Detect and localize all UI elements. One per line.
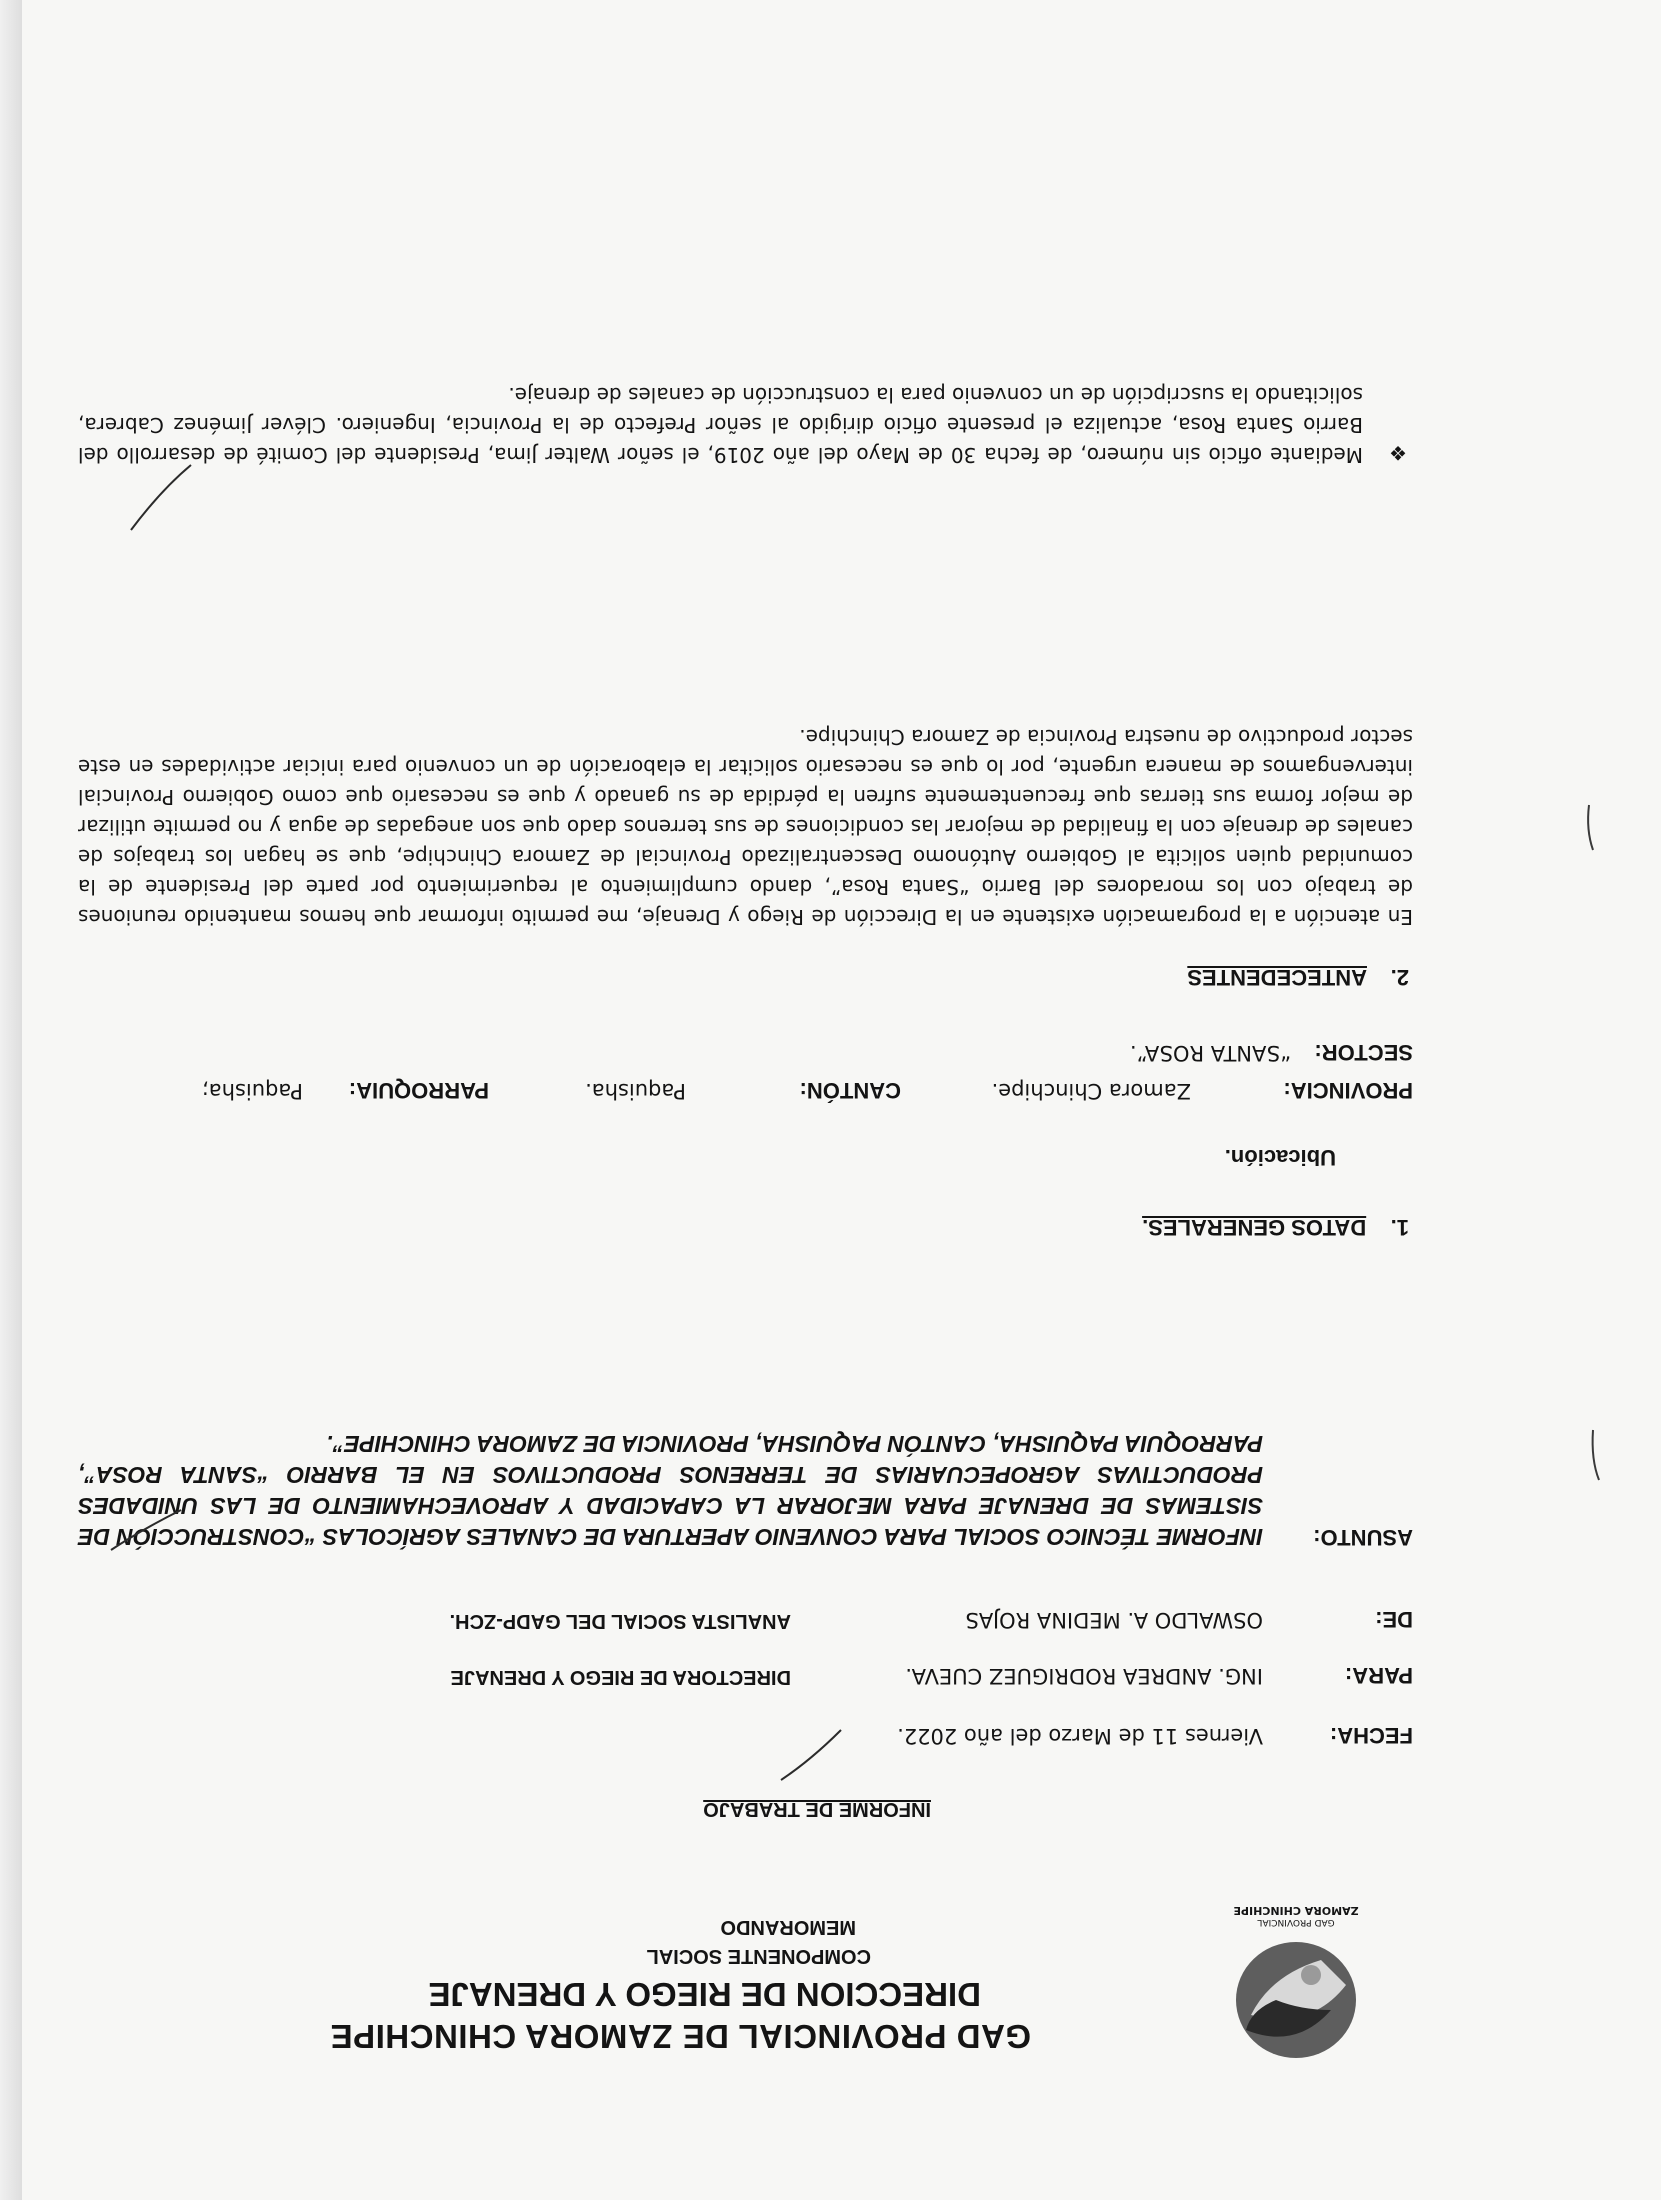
oficio-paragraph: Mediante oficio sin número, de fecha 30 de Mayo del año 2019, el señor Walter Jima, Presidente del Comité de desarrollo del Barrio Santa Rosa, actualiza el presente oficio dirigido al señor Prefecto de la Provincia, Ingeniero. Cléver Jiménez Cabrera, solicitando la suscripción de un convenio para la construcción de canales de drenaje. — [78, 383, 1363, 467]
department-name: DIRECCION DE RIEGO Y DRENAJE — [428, 1976, 981, 2013]
para-label: PARA: — [1344, 1663, 1413, 1688]
provincia-value: Zamora Chinchipe. — [991, 1079, 1191, 1103]
section-2-heading: ANTECEDENTES — [1187, 965, 1367, 990]
sector-label: SECTOR: — [1314, 1040, 1413, 1065]
diamond-bullet-icon: ❖ — [1389, 441, 1407, 465]
fecha-label: FECHA: — [1329, 1723, 1413, 1748]
parroquia-value: Paquisha; — [201, 1079, 303, 1103]
org-name: GAD PROVINCIAL DE ZAMORA CHINCHIPE — [330, 2018, 1031, 2055]
de-name: OSWALDO A. MEDINA ROJAS — [965, 1608, 1263, 1632]
section-1-heading: DATOS GENERALES. — [1142, 1215, 1367, 1240]
de-label: DE: — [1375, 1607, 1413, 1632]
section-1-number: 1. — [1390, 1215, 1409, 1240]
asunto-text: INFORME TÉCNICO SOCIAL PARA CONVENIO APERTURA DE CANALES AGRÍCOLAS “CONSTRUCCIÓN DE SISTEMAS DE DRENAJE PARA MEJORAR LA CAPACIDAD Y APROVECHAMIENTO DE LAS UNIDADES PRODUCTIVAS AGROPECUARIAS DE TERRENOS PRODUCTIVOS EN EL BARRIO “SANTA ROSA”, PARROQUIA PAQUISHA, CANTÓN PAQUISHA, PROVINCIA DE ZAMORA CHINCHIPE”. — [78, 1431, 1263, 1550]
para-role: DIRECTORA DE RIEGO Y DRENAJE — [450, 1666, 791, 1688]
de-role: ANALISTA SOCIAL DEL GADP-ZCH. — [449, 1610, 791, 1632]
report-title: INFORME DE TRABAJO — [703, 1798, 931, 1820]
canton-value: Paquisha. — [585, 1079, 686, 1103]
sector-value: “SANTA ROSA”. — [1129, 1041, 1291, 1065]
antecedentes-paragraph: En atención a la programación existente en la Dirección de Riego y Drenaje, me permito informar que hemos mantenido reuniones de trabajo con los moradores del Barrio “Santa Rosa”, dando cumplimiento al requerimiento por parte del Presidente de la comunidad quien solicita al Gobierno Autónomo Descentralizado Provincial de Zamora Chinchipe, que se hagan los trabajos de canales de drenaje con la finalidad de mejorar las condiciones de sus terrenos dado que son anegadas de agua y no permite utilizar de mejor forma sus tierras que frecuentemente sufren la pérdida de su ganado y que es necesario que como Gobierno Provincial intervengamos de manera urgente, por lo que es necesario solicitar la elaboración de un convenio para iniciar actividades en este sector productivo de nuestra Provincia de Zamora Chinchipe. — [78, 725, 1413, 929]
document-type: MEMORANDO — [720, 1916, 856, 1938]
ubicacion-heading: Ubicación. — [1224, 1145, 1336, 1170]
fecha-value: Viernes 11 de Marzo del año 2022. — [897, 1724, 1263, 1748]
canton-label: CANTÓN: — [799, 1078, 901, 1103]
parroquia-label: PARROQUIA: — [348, 1078, 489, 1103]
logo-sub: GAD PROVINCIAL — [1257, 1917, 1335, 1927]
asunto-label: ASUNTO: — [1313, 1525, 1413, 1550]
component-name: COMPONENTE SOCIAL — [646, 1945, 871, 1967]
provincia-label: PROVINCIA: — [1283, 1078, 1413, 1103]
logo-name: ZAMORA CHINCHIPE — [1233, 1904, 1359, 1917]
section-2-number: 2. — [1390, 965, 1409, 990]
para-name: ING. ANDREA RODRIGUEZ CUEVA. — [905, 1664, 1263, 1688]
